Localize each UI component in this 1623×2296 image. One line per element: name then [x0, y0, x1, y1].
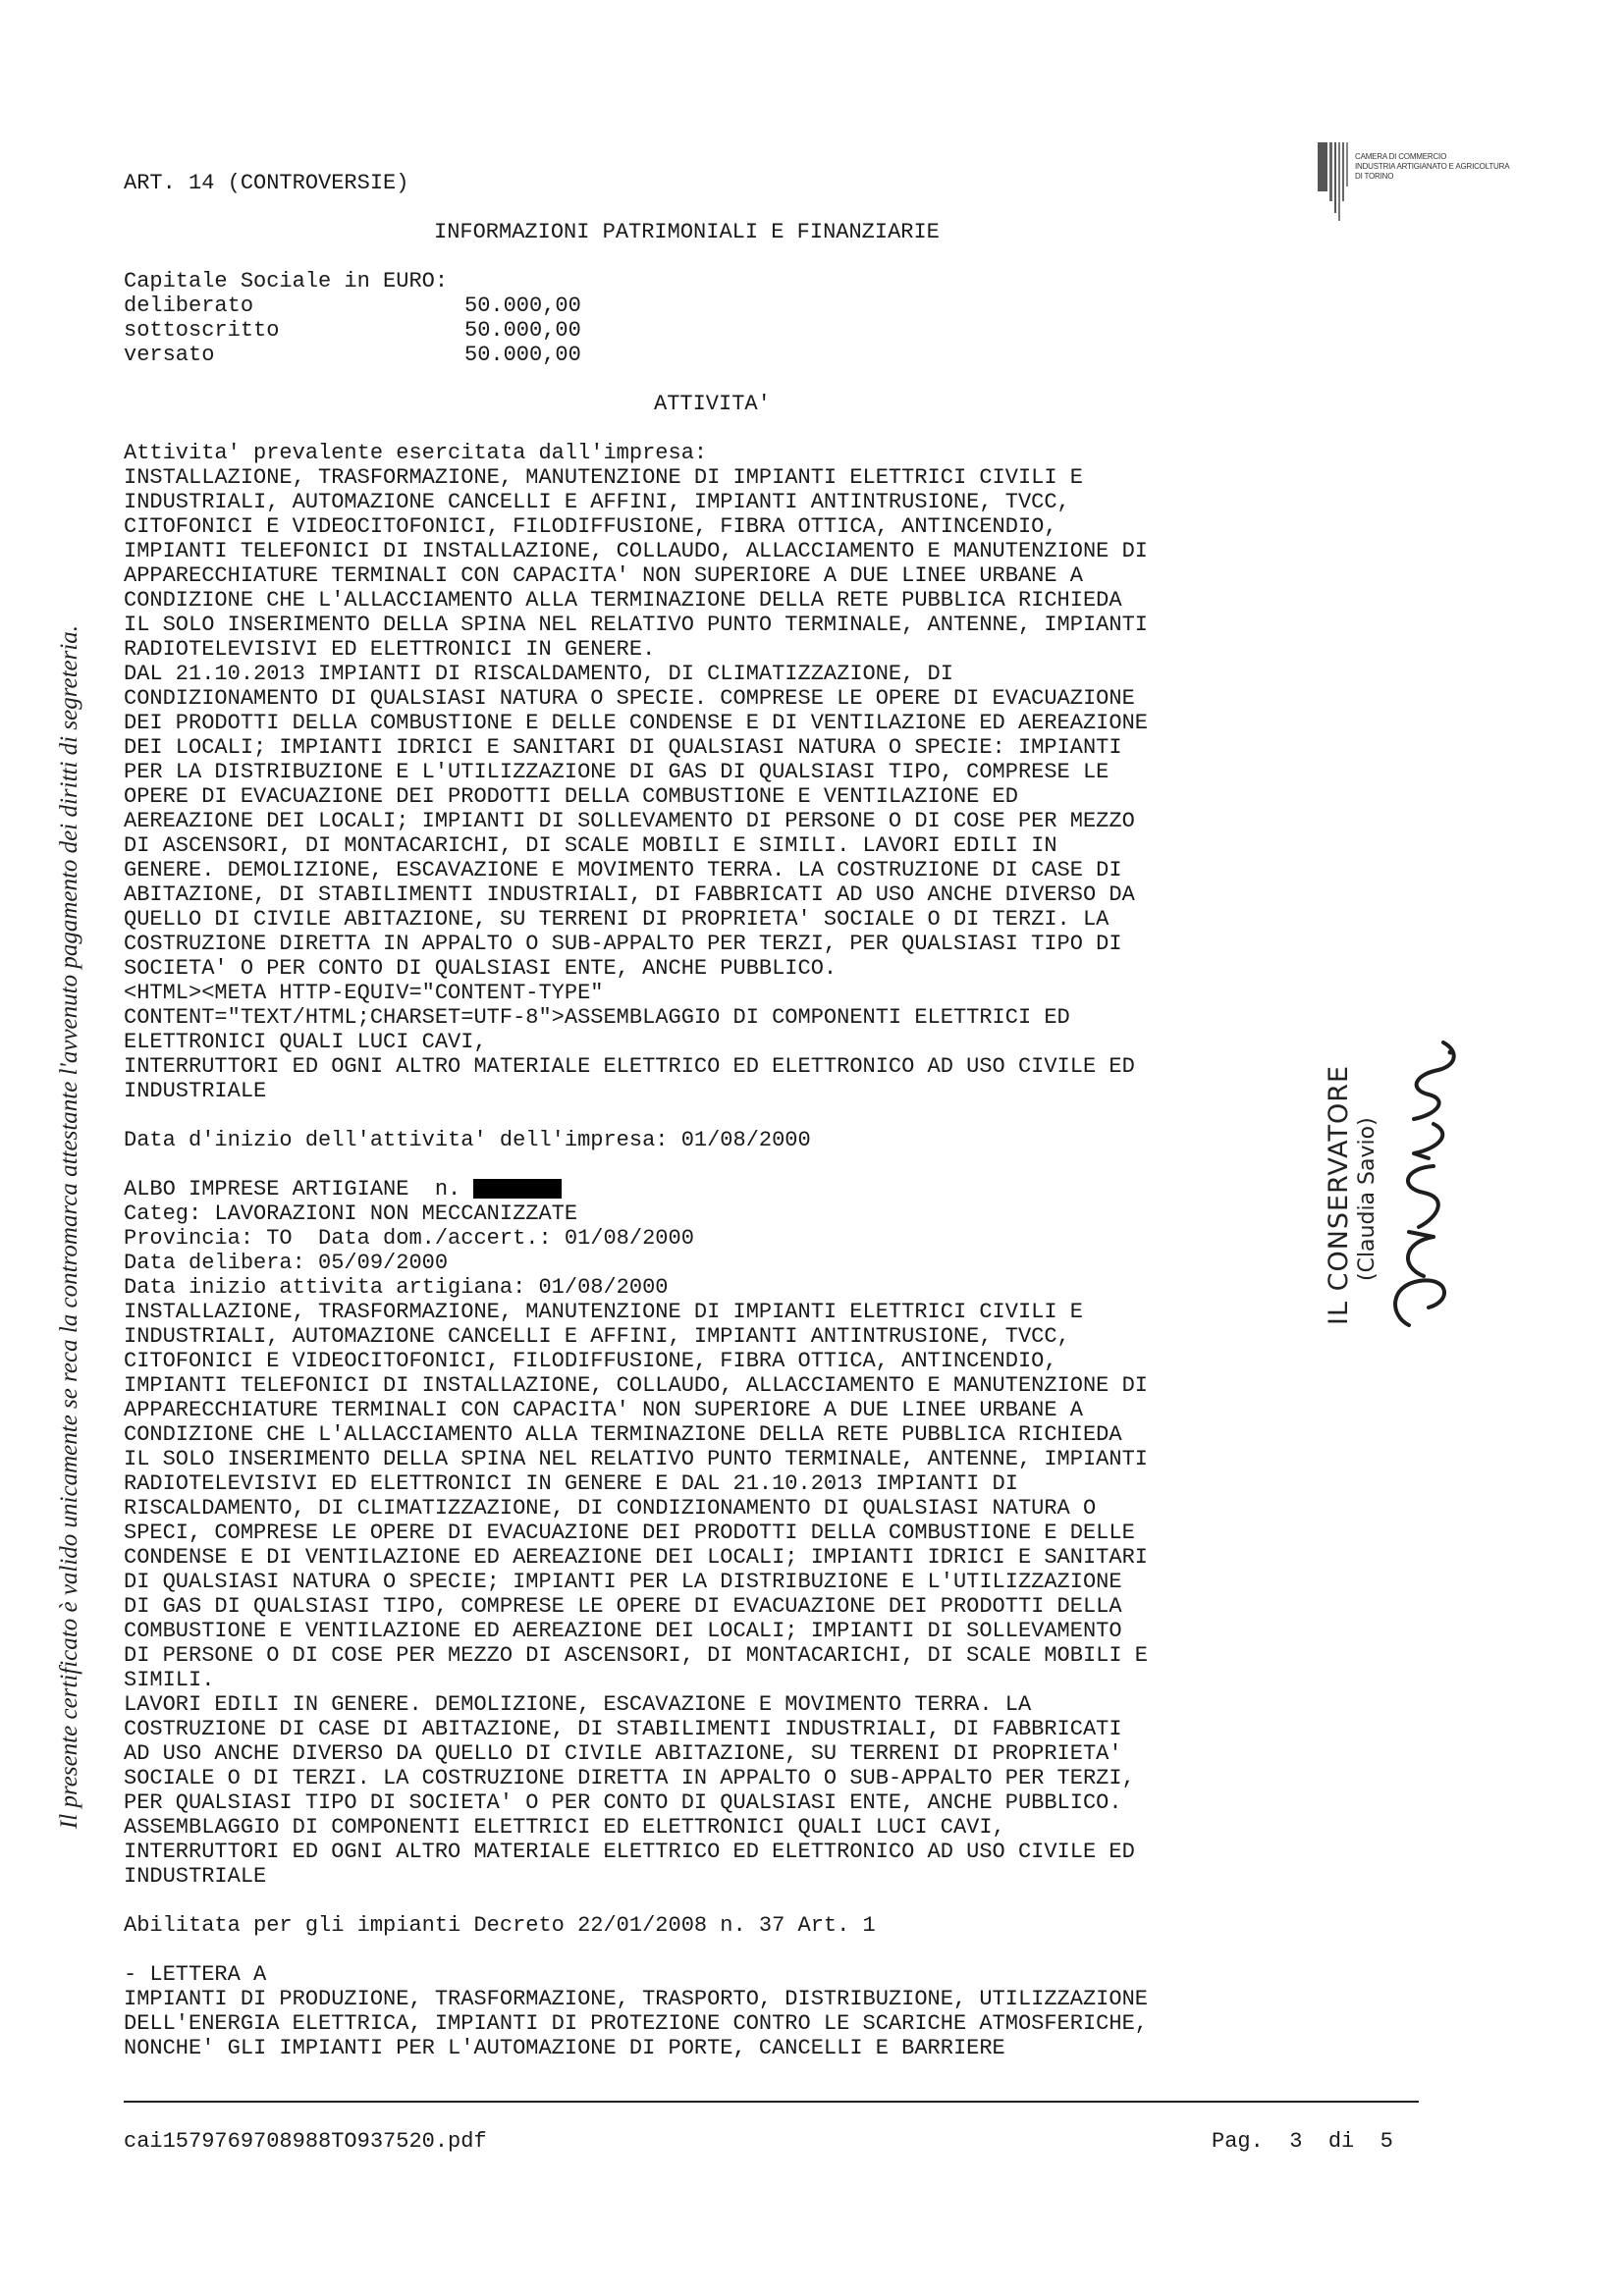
logo-text: CAMERA DI COMMERCIO INDUSTRIA ARTIGIANATO E AGRICOLTURA DI TORINO	[1355, 152, 1510, 181]
text-line: APPARECCHIATURE TERMINALI CON CAPACITA' NON SUPERIORE A DUE LINEE URBANE A	[124, 563, 1083, 588]
capital-row-label: deliberato	[124, 294, 254, 318]
albo-label: ALBO IMPRESE ARTIGIANE n.	[124, 1177, 474, 1201]
text-line: ABITAZIONE, DI STABILIMENTI INDUSTRIALI, DI FABBRICATI AD USO ANCHE DIVERSO DA	[124, 882, 1135, 907]
albo-section	[124, 1177, 1148, 1889]
text-line: PER QUALSIASI TIPO DI SOCIETA' O PER CONTO DI QUALSIASI ENTE, ANCHE PUBBLICO.	[124, 1790, 1122, 1815]
text-line: COSTRUZIONE DIRETTA IN APPALTO O SUB-APPALTO PER TERZI, PER QUALSIASI TIPO DI	[124, 932, 1122, 956]
footer-divider	[124, 2101, 1419, 2103]
albo-number-line	[124, 1177, 1148, 1201]
text-line: LAVORI EDILI IN GENERE. DEMOLIZIONE, ESCAVAZIONE E MOVIMENTO TERRA. LA	[124, 1692, 1032, 1717]
text-line: <HTML><META HTTP-EQUIV="CONTENT-TYPE"	[124, 981, 604, 1005]
text-line: DEI PRODOTTI DELLA COMBUSTIONE E DELLE CONDENSE E DI VENTILAZIONE ED AEREAZIONE	[124, 711, 1148, 735]
text-line: RADIOTELEVISIVI ED ELETTRONICI IN GENERE E DAL 21.10.2013 IMPIANTI DI	[124, 1471, 1018, 1496]
text-line: INSTALLAZIONE, TRASFORMAZIONE, MANUTENZIONE DI IMPIANTI ELETTRICI CIVILI E	[124, 1300, 1083, 1324]
text-line: OPERE DI EVACUAZIONE DEI PRODOTTI DELLA COMBUSTIONE E VENTILAZIONE ED	[124, 784, 1018, 809]
text-line: IL SOLO INSERIMENTO DELLA SPINA NEL RELATIVO PUNTO TERMINALE, ANTENNE, IMPIANTI	[124, 1447, 1148, 1471]
handwritten-signature	[1380, 1031, 1468, 1335]
text-line: INTERRUTTORI ED OGNI ALTRO MATERIALE ELETTRICO ED ELETTRONICO AD USO CIVILE ED	[124, 1840, 1135, 1864]
activity-description	[124, 441, 1148, 1103]
capital-row-value: 50.000,00	[464, 343, 581, 367]
abilitata-section	[124, 1962, 1148, 2060]
text-line: Categ: LAVORAZIONI NON MECCANIZZATE	[124, 1201, 578, 1226]
page-current: 3	[1289, 2129, 1303, 2154]
text-line: INTERRUTTORI ED OGNI ALTRO MATERIALE ELETTRICO ED ELETTRONICO AD USO CIVILE ED	[124, 1054, 1135, 1079]
text-line: CITOFONICI E VIDEOCITOFONICI, FILODIFFUSIONE, FIBRA OTTICA, ANTINCENDIO,	[124, 514, 1057, 539]
conservatore-stamp	[1316, 1031, 1463, 1335]
text-line: APPARECCHIATURE TERMINALI CON CAPACITA' NON SUPERIORE A DUE LINEE URBANE A	[124, 1398, 1083, 1422]
side-note-text: Il presente certificato è valido unicamente se reca la contromarca attestante l'avvenuto pagamento dei diritti di segreteria.	[56, 624, 82, 1830]
text-line: NONCHE' GLI IMPIANTI PER L'AUTOMAZIONE DI PORTE, CANCELLI E BARRIERE	[124, 2036, 1005, 2060]
text-line: Data inizio attivita artigiana: 01/08/2000	[124, 1275, 669, 1300]
text-line: INDUSTRIALE	[124, 1864, 267, 1889]
text-line: SPECI, COMPRESE LE OPERE DI EVACUAZIONE DEI PRODOTTI DELLA COMBUSTIONE E DELLE	[124, 1521, 1135, 1545]
footer-filename: cai1579769708988TO937520.pdf	[124, 2129, 487, 2154]
text-line: CONDIZIONAMENTO DI QUALSIASI NATURA O SPECIE. COMPRESE LE OPERE DI EVACUAZIONE	[124, 686, 1135, 711]
text-line: INDUSTRIALI, AUTOMAZIONE CANCELLI E AFFINI, IMPIANTI ANTINTRUSIONE, TVCC,	[124, 490, 1070, 514]
text-line: INDUSTRIALI, AUTOMAZIONE CANCELLI E AFFINI, IMPIANTI ANTINTRUSIONE, TVCC,	[124, 1324, 1070, 1349]
text-line: DI ASCENSORI, DI MONTACARICHI, DI SCALE MOBILI E SIMILI. LAVORI EDILI IN	[124, 833, 1057, 858]
side-validity-note	[49, 550, 82, 1904]
financial-section-title: INFORMAZIONI PATRIMONIALI E FINANZIARIE	[434, 220, 940, 244]
text-line: COSTRUZIONE DI CASE DI ABITAZIONE, DI STABILIMENTI INDUSTRIALI, DI FABBRICATI	[124, 1717, 1122, 1741]
text-line: IMPIANTI TELEFONICI DI INSTALLAZIONE, COLLAUDO, ALLACCIAMENTO E MANUTENZIONE DI	[124, 539, 1148, 563]
text-line: DI QUALSIASI NATURA O SPECIE; IMPIANTI PER LA DISTRIBUZIONE E L'UTILIZZAZIONE	[124, 1570, 1122, 1594]
text-line: RADIOTELEVISIVI ED ELETTRONICI IN GENERE.	[124, 637, 656, 662]
text-line: ELETTRONICI QUALI LUCI CAVI,	[124, 1030, 487, 1054]
text-line: IMPIANTI TELEFONICI DI INSTALLAZIONE, COLLAUDO, ALLACCIAMENTO E MANUTENZIONE DI	[124, 1373, 1148, 1398]
activity-section-title: ATTIVITA'	[654, 392, 771, 416]
text-line: AD USO ANCHE DIVERSO DA QUELLO DI CIVILE ABITAZIONE, SU TERRENI DI PROPRIETA'	[124, 1741, 1122, 1766]
text-line: QUELLO DI CIVILE ABITAZIONE, SU TERRENI DI PROPRIETA' SOCIALE O DI TERZI. LA	[124, 907, 1109, 932]
text-line: CONDIZIONE CHE L'ALLACCIAMENTO ALLA TERMINAZIONE DELLA RETE PUBBLICA RICHIEDA	[124, 1422, 1122, 1447]
text-line: Provincia: TO Data dom./accert.: 01/08/2000	[124, 1226, 694, 1251]
activity-start-date: Data d'inizio dell'attivita' dell'impresa: 01/08/2000	[124, 1128, 811, 1152]
text-line: SOCIALE O DI TERZI. LA COSTRUZIONE DIRETTA IN APPALTO O SUB-APPALTO PER TERZI,	[124, 1766, 1135, 1790]
text-line: GENERE. DEMOLIZIONE, ESCAVAZIONE E MOVIMENTO TERRA. LA COSTRUZIONE DI CASE DI	[124, 858, 1122, 882]
text-line: AEREAZIONE DEI LOCALI; IMPIANTI DI SOLLEVAMENTO DI PERSONE O DI COSE PER MEZZO	[124, 809, 1135, 833]
text-line: ASSEMBLAGGIO DI COMPONENTI ELETTRICI ED ELETTRONICI QUALI LUCI CAVI,	[124, 1815, 1005, 1840]
text-line: IMPIANTI DI PRODUZIONE, TRASFORMAZIONE, TRASPORTO, DISTRIBUZIONE, UTILIZZAZIONE	[124, 1987, 1148, 2011]
text-line: DAL 21.10.2013 IMPIANTI DI RISCALDAMENTO, DI CLIMATIZZAZIONE, DI	[124, 662, 953, 686]
decree-line: Abilitata per gli impianti Decreto 22/01/2008 n. 37 Art. 1	[124, 1913, 876, 1938]
text-line: Attivita' prevalente esercitata dall'impresa:	[124, 441, 708, 465]
text-line: DELL'ENERGIA ELETTRICA, IMPIANTI DI PROTEZIONE CONTRO LE SCARICHE ATMOSFERICHE,	[124, 2011, 1148, 2036]
text-line: RISCALDAMENTO, DI CLIMATIZZAZIONE, DI CONDIZIONAMENTO DI QUALSIASI NATURA O	[124, 1496, 1097, 1521]
text-line: CONDENSE E DI VENTILAZIONE ED AEREAZIONE DEI LOCALI; IMPIANTI IDRICI E SANITARI	[124, 1545, 1148, 1570]
text-line: INSTALLAZIONE, TRASFORMAZIONE, MANUTENZIONE DI IMPIANTI ELETTRICI CIVILI E	[124, 465, 1083, 490]
text-line: SOCIETA' O PER CONTO DI QUALSIASI ENTE, ANCHE PUBBLICO.	[124, 956, 838, 981]
capital-row-value: 50.000,00	[464, 294, 581, 318]
text-line: - LETTERA A	[124, 1962, 267, 1987]
text-line: PER LA DISTRIBUZIONE E L'UTILIZZAZIONE DI GAS DI QUALSIASI TIPO, COMPRESE LE	[124, 760, 1109, 784]
chamber-of-commerce-logo	[1316, 140, 1532, 225]
text-line: DI GAS DI QUALSIASI TIPO, COMPRESE LE OPERE DI EVACUAZIONE DEI PRODOTTI DELLA	[124, 1594, 1122, 1619]
capital-row-label: versato	[124, 343, 215, 367]
text-line: SIMILI.	[124, 1668, 215, 1692]
text-line: CONDIZIONE CHE L'ALLACCIAMENTO ALLA TERMINAZIONE DELLA RETE PUBBLICA RICHIEDA	[124, 588, 1122, 613]
text-line: IL SOLO INSERIMENTO DELLA SPINA NEL RELATIVO PUNTO TERMINALE, ANTENNE, IMPIANTI	[124, 613, 1148, 637]
text-line: INDUSTRIALE	[124, 1079, 267, 1103]
text-line: DEI LOCALI; IMPIANTI IDRICI E SANITARI DI QUALSIASI NATURA O SPECIE: IMPIANTI	[124, 735, 1122, 760]
logo-building-icon	[1316, 140, 1351, 225]
page-number	[1212, 2129, 1393, 2154]
stamp-title: IL CONSERVATORE	[1324, 1064, 1354, 1325]
text-line: CONTENT="TEXT/HTML;CHARSET=UTF-8">ASSEMBLAGGIO DI COMPONENTI ELETTRICI ED	[124, 1005, 1070, 1030]
capital-label: Capitale Sociale in EURO:	[124, 269, 449, 294]
redacted-number	[473, 1179, 562, 1199]
capital-row-value: 50.000,00	[464, 318, 581, 343]
text-line: CITOFONICI E VIDEOCITOFONICI, FILODIFFUSIONE, FIBRA OTTICA, ANTINCENDIO,	[124, 1349, 1057, 1373]
page-total: 5	[1380, 2129, 1393, 2154]
stamp-name: (Claudia Savio)	[1355, 1117, 1380, 1281]
text-line: DI PERSONE O DI COSE PER MEZZO DI ASCENSORI, DI MONTACARICHI, DI SCALE MOBILI E	[124, 1643, 1148, 1668]
article-title: ART. 14 (CONTROVERSIE)	[124, 171, 409, 195]
page-label: Pag.	[1212, 2129, 1264, 2154]
page-of: di	[1327, 2129, 1355, 2154]
text-line: Data delibera: 05/09/2000	[124, 1251, 449, 1275]
text-line: COMBUSTIONE E VENTILAZIONE ED AEREAZIONE DEI LOCALI; IMPIANTI DI SOLLEVAMENTO	[124, 1619, 1122, 1643]
capital-row-label: sottoscritto	[124, 318, 280, 343]
